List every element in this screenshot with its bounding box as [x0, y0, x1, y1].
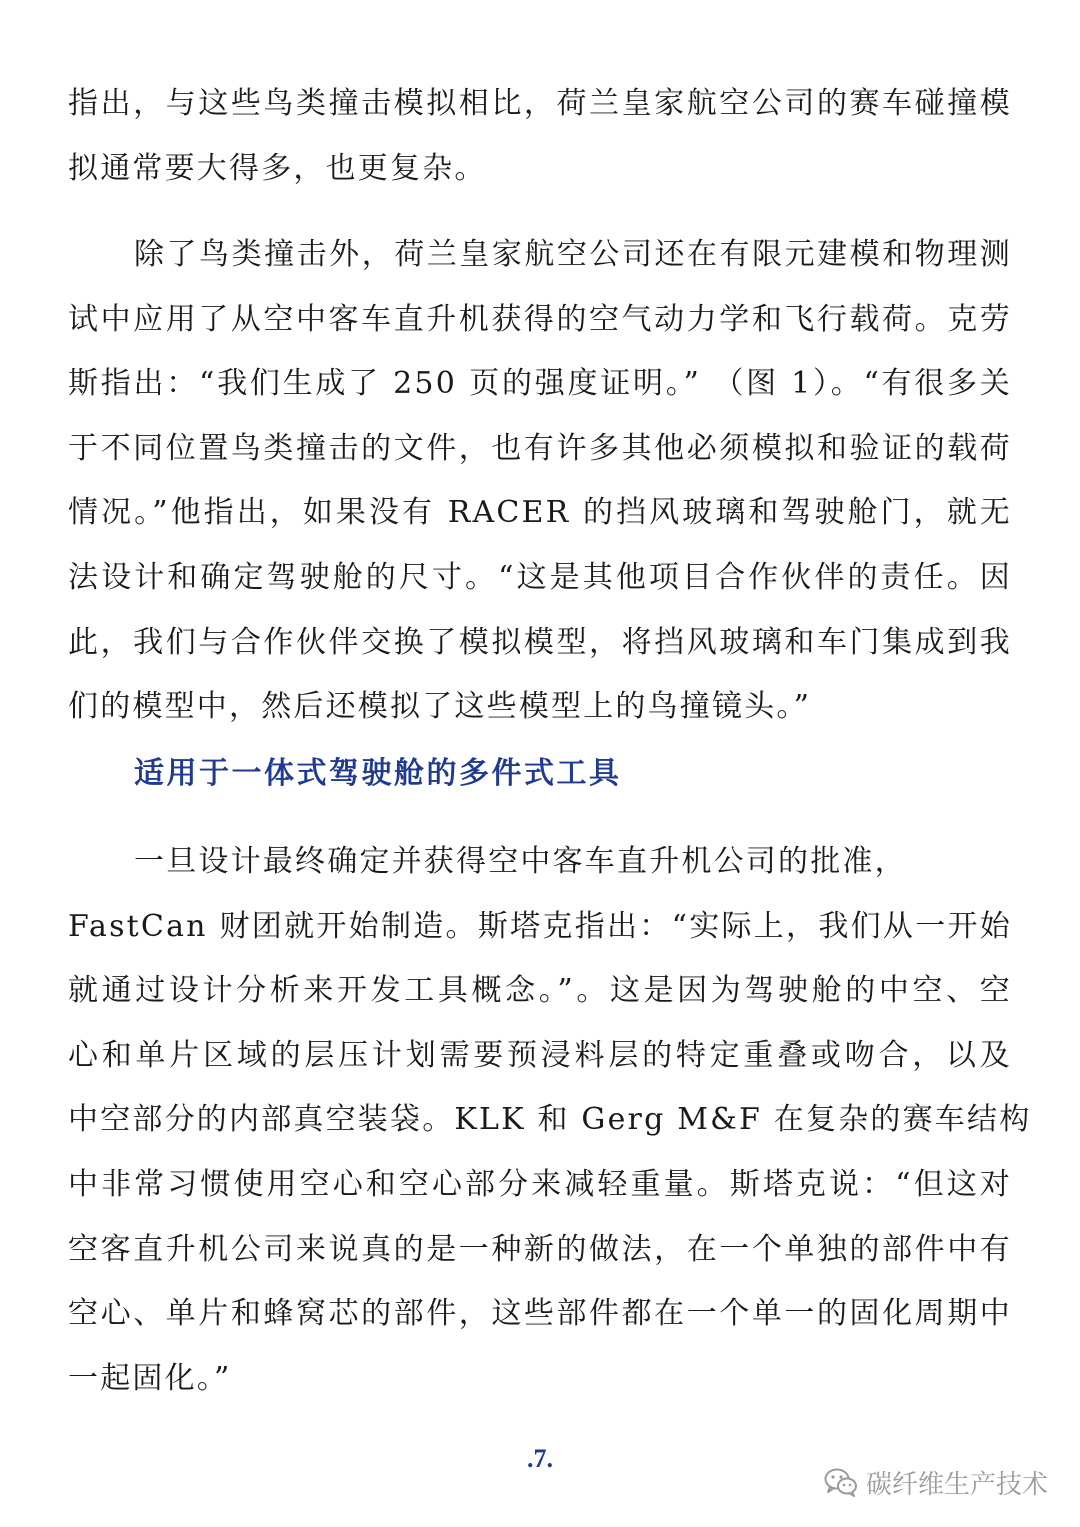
paragraph-line: 斯指出：“我们生成了 250 页的强度证明。” （图 1）。“有很多关: [68, 366, 1012, 402]
paragraph-3: [68, 830, 1032, 1411]
paragraph-line: 心和单片区域的层压计划需要预浸料层的特定重叠或吻合，以及: [68, 1037, 1012, 1073]
paragraph-line: 拟通常要大得多，也更复杂。: [68, 150, 487, 186]
paragraph-line: 空客直升机公司来说真的是一种新的做法，在一个单独的部件中有: [68, 1231, 1012, 1267]
paragraph-line: 指出，与这些鸟类撞击模拟相比，荷兰皇家航空公司的赛车碰撞模: [68, 86, 1012, 121]
wechat-icon: [824, 1467, 858, 1497]
section-heading: 适用于一体式驾驶舱的多件式工具: [134, 756, 622, 791]
paragraph-2: [68, 223, 1012, 740]
paragraph-1: [68, 72, 1012, 201]
paragraph-line: 中空部分的内部真空装袋。KLK 和 Gerg M&F 在复杂的赛车结构: [68, 1102, 1032, 1138]
paragraph-line: 除了鸟类撞击外，荷兰皇家航空公司还在有限元建模和物理测: [134, 237, 1012, 272]
watermark: [824, 1460, 1048, 1504]
watermark-text: 碳纤维生产技术: [865, 1469, 1048, 1500]
paragraph-line: 一起固化。”: [68, 1360, 232, 1396]
paragraph-line: 此，我们与合作伙伴交换了模拟模型，将挡风玻璃和车门集成到我: [68, 624, 1012, 660]
paragraph-line: 法设计和确定驾驶舱的尺寸。“这是其他项目合作伙伴的责任。因: [68, 559, 1012, 595]
paragraph-line: FastCan 财团就开始制造。斯塔克指出：“实际上，我们从一开始: [68, 908, 1012, 944]
paragraph-line: 试中应用了从空中客车直升机获得的空气动力学和飞行载荷。克劳: [68, 301, 1012, 337]
paragraph-line: 中非常习惯使用空心和空心部分来减轻重量。斯塔克说：“但这对: [68, 1166, 1012, 1202]
paragraph-line: 空心、单片和蜂窝芯的部件，这些部件都在一个单一的固化周期中: [68, 1296, 1012, 1332]
paragraph-line: 们的模型中，然后还模拟了这些模型上的鸟撞镜头。”: [68, 689, 812, 725]
page-number: .7.: [527, 1444, 553, 1473]
paragraph-line: 于不同位置鸟类撞击的文件，也有许多其他必须模拟和验证的载荷: [68, 430, 1012, 466]
paragraph-line: 一旦设计最终确定并获得空中客车直升机公司的批准，: [134, 844, 907, 879]
paragraph-line: 情况。”他指出，如果没有 RACER 的挡风玻璃和驾驶舱门，就无: [68, 495, 1012, 531]
paragraph-line: 就通过设计分析来开发工具概念。”。这是因为驾驶舱的中空、空: [68, 973, 1012, 1009]
